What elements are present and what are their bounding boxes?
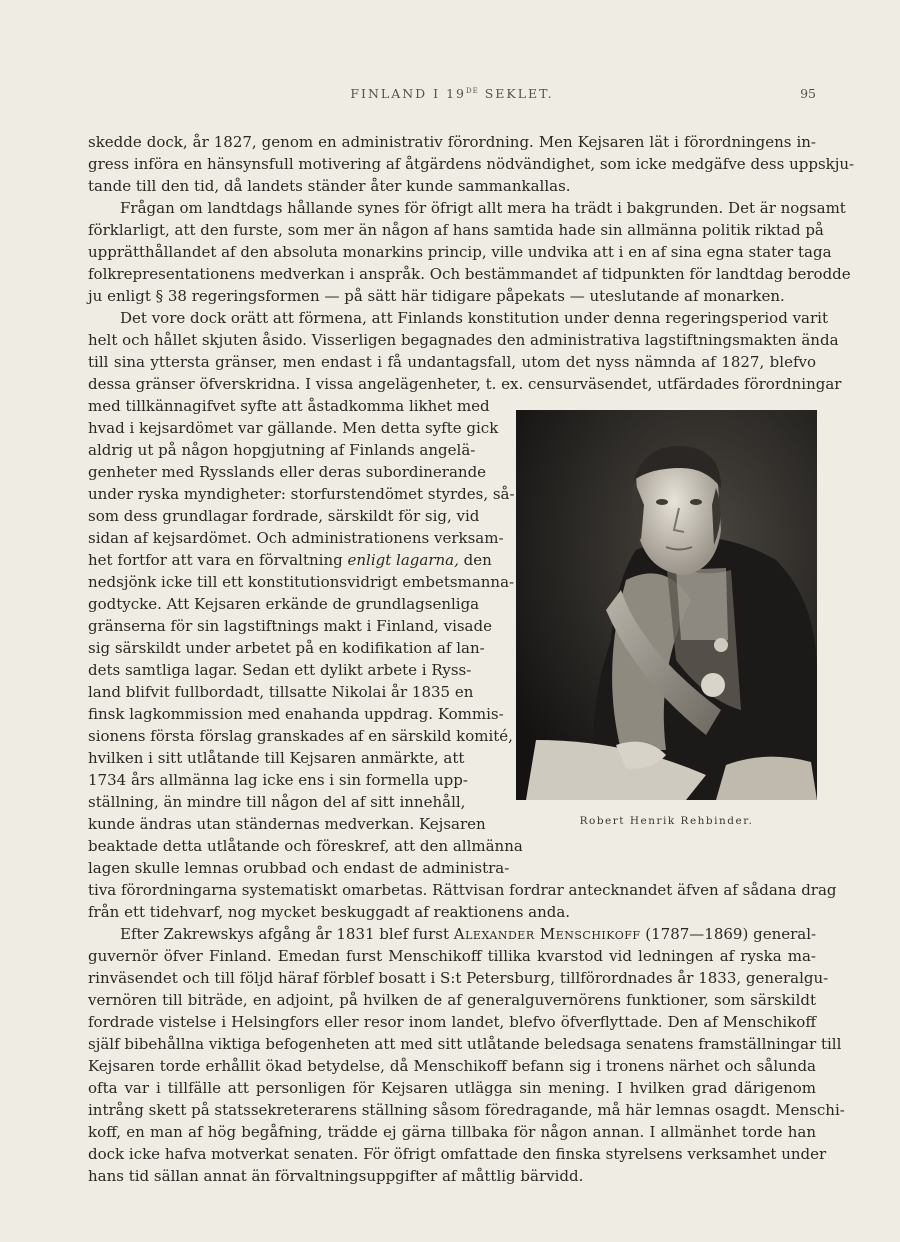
text-line: koff, en man af hög begåfning, trädde ej gärna tillbaka för någon annan. I allmänhet torde han bbox=[88, 1123, 816, 1141]
text-line: gränserna för sin lagstiftnings makt i Finland, visade bbox=[88, 617, 492, 635]
text-line: dessa gränser öfverskridna. I vissa angelägenheter, t. ex. censurväsendet, utfärdades förordningar bbox=[88, 375, 842, 393]
text-line: hvad i kejsardömet var gällande. Men detta syfte gick bbox=[88, 419, 499, 437]
text-line: gress införa en hänsynsfull motivering af åtgärdens nödvändighet, som icke medgäfve dess uppskju- bbox=[88, 155, 855, 173]
text-line: helt och hållet skjuten åsido. Visserligen begagnades den administrativa lagstiftningsmakten ända bbox=[88, 331, 839, 349]
text-line: kunde ändras utan ständernas medverkan. Kejsaren bbox=[88, 815, 486, 833]
italic-phrase: enligt lagarna, bbox=[347, 551, 459, 569]
text-line: under ryska myndigheter: storfurstendömet styrdes, så- bbox=[88, 485, 515, 503]
text-line: nedsjönk icke till ett konstitutionsvidrigt embetsmanna- bbox=[88, 573, 515, 591]
text-line: hvilken i sitt utlåtande till Kejsaren anmärkte, att bbox=[88, 749, 465, 767]
running-title: FINLAND I 19DE SEKLET. bbox=[350, 86, 554, 101]
text-line: dets samtliga lagar. Sedan ett dylikt arbete i Ryss- bbox=[88, 661, 472, 679]
name-smallcaps: Alexander Menschikoff bbox=[453, 925, 641, 943]
text-line: till sina yttersta gränser, men endast i få undantagsfall, utom det nyss nämnda af 1827, blefvo bbox=[88, 353, 816, 371]
text-line: Det vore dock orätt att förmena, att Finlands konstitution under denna regeringsperiod varit bbox=[120, 309, 828, 327]
text-line: Kejsaren torde erhållit ökad betydelse, då Menschikoff befann sig i tronens närhet och sålunda bbox=[88, 1057, 816, 1075]
figure-caption: Robert Henrik Rehbinder. bbox=[579, 815, 754, 827]
text-line: tande till den tid, då landets ständer åter kunde sammankallas. bbox=[88, 177, 571, 195]
text-line: folkrepresentationens medverkan i anspråk. Och bestämmandet af tidpunkten för landtdag berodde bbox=[88, 265, 851, 283]
text-line: godtycke. Att Kejsaren erkände de grundlagsenliga bbox=[88, 595, 480, 613]
text-line: Efter Zakrewskys afgång år 1831 blef furst Alexander Menschikoff (1787—1869) general- bbox=[120, 925, 817, 943]
text-line: sidan af kejsardömet. Och administrationens verksam- bbox=[88, 529, 504, 547]
portrait-image bbox=[516, 410, 817, 800]
text-line: vernören till biträde, en adjoint, på hvilken de af generalguvernörens funktioner, som särskildt bbox=[88, 991, 816, 1009]
text-line: Frågan om landtdags hållande synes för öfrigt allt mera ha trädt i bakgrunden. Det är nogsamt bbox=[120, 199, 846, 217]
text-line: intrång skett på statssekreterarens ställning såsom föredragande, må här lemnas osagdt. Menschi- bbox=[88, 1101, 845, 1119]
text-line: guvernör öfver Finland. Emedan furst Menschikoff tillika kvarstod vid ledningen af ryska ma- bbox=[88, 947, 816, 965]
text-line: upprätthållandet af den absoluta monarkins princip, ville undvika att i en af sina egna stater taga bbox=[88, 243, 832, 261]
text-line: lagen skulle lemnas orubbad och endast de administra- bbox=[88, 859, 510, 877]
text-line: sig särskildt under arbetet på en kodifikation af lan- bbox=[88, 639, 485, 657]
text-line: aldrig ut på någon hopgjutning af Finlands angelä- bbox=[88, 441, 476, 459]
text-line: het fortfor att vara en förvaltning enligt lagarna, den bbox=[88, 551, 492, 569]
text-line: genheter med Rysslands eller deras subordinerande bbox=[88, 463, 487, 481]
text-line: från ett tidehvarf, nog mycket beskuggadt af reaktionens anda. bbox=[88, 903, 571, 921]
text-line: beaktade detta utlåtande och föreskref, att den allmänna bbox=[88, 837, 523, 855]
running-header bbox=[88, 86, 816, 106]
text-line: som dess grundlagar fordrade, särskildt för sig, vid bbox=[88, 507, 480, 525]
page-number: 95 bbox=[800, 86, 816, 101]
text-line: med tillkännagifvet syfte att åstadkomma likhet med bbox=[88, 397, 490, 415]
text-line: dock icke hafva motverkat senaten. För öfrigt omfattade den finska styrelsens verksamhet under bbox=[88, 1145, 827, 1163]
text-line: fordrade vistelse i Helsingfors eller resor inom landet, blefvo öfverflyttade. Den af Menschikoff bbox=[88, 1013, 816, 1031]
text-line: själf bibehållna viktiga befogenheten att med sitt utlåtande beledsaga senatens framställningar till bbox=[88, 1035, 842, 1053]
text-line: rinväsendet och till följd häraf förblef bosatt i S:t Petersburg, tillförordnades år 1833, generalgu- bbox=[88, 969, 829, 987]
text-line: 1734 års allmänna lag icke ens i sin formella upp- bbox=[88, 771, 468, 789]
text-line: finsk lagkommission med enahanda uppdrag. Kommis- bbox=[88, 705, 504, 723]
text-line: ofta var i tillfälle att personligen för Kejsaren utlägga sin mening. I hvilken grad därigenom bbox=[88, 1079, 816, 1097]
text-line: sionens första förslag granskades af en särskild komité, bbox=[88, 727, 513, 745]
text-line: förklarligt, att den furste, som mer än någon af hans samtida hade sin allmänna politik riktad på bbox=[88, 221, 824, 239]
text-line: land blifvit fullbordadt, tillsatte Nikolai år 1835 en bbox=[88, 683, 474, 701]
text-line: hans tid sällan annat än förvaltningsuppgifter af måttlig bärvidd. bbox=[88, 1167, 584, 1185]
text-line: ställning, än mindre till någon del af sitt innehåll, bbox=[88, 793, 466, 811]
text-line: ju enligt § 38 regeringsformen — på sätt här tidigare påpekats — uteslutande af monarken. bbox=[88, 287, 785, 305]
text-line: skedde dock, år 1827, genom en administrativ förordning. Men Kejsaren lät i förordningens in- bbox=[88, 133, 816, 151]
text-line: tiva förordningarna systematiskt omarbetas. Rättvisan fordrar antecknandet äfven af sådana drag bbox=[88, 881, 837, 899]
